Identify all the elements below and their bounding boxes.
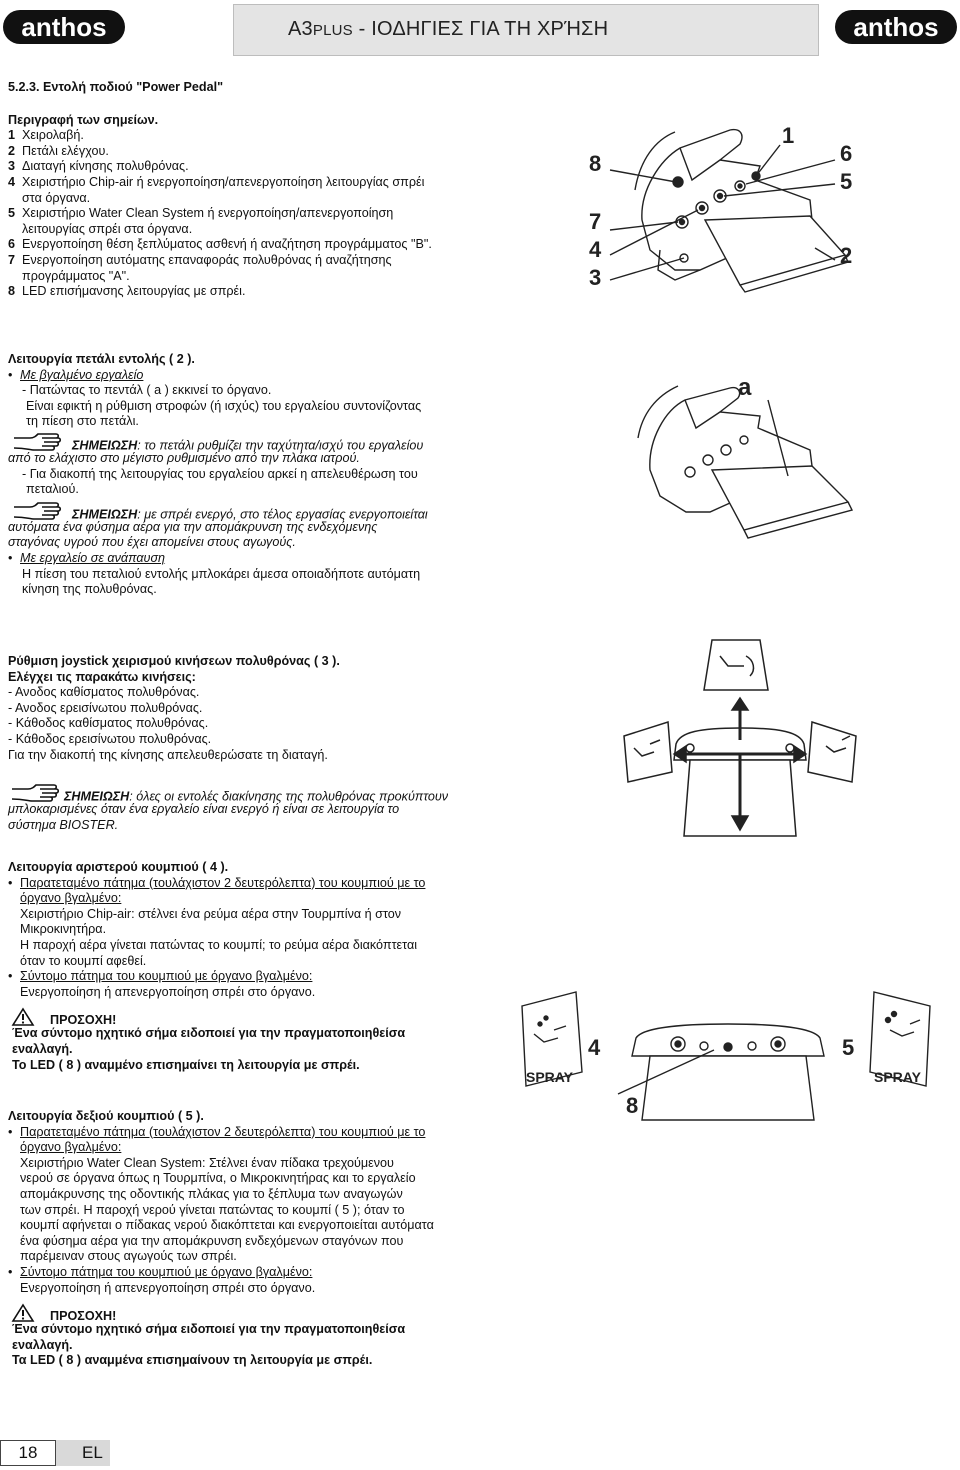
text-line: εναλλαγή. [12,1041,73,1056]
legend-item [8,269,498,285]
text-line: όταν το κουμπί αφεθεί. [20,953,147,968]
legend-item [8,144,498,160]
text-line: εναλλαγή. [12,1337,73,1352]
text-line: Μικροκινητήρα. [20,922,107,937]
legend-item [8,206,498,222]
joystick-subheading: Ελέγχει τις παρακάτω κινήσεις: [8,669,196,684]
legend-item [8,284,498,300]
label-5: 5 [840,169,853,194]
text-line: αυτόματα ένα φύσημα αέρα για την απομάκρυνση της ενδεχόμενης [8,519,378,534]
legend-text: λειτουργίας σπρέι στα όργανα. [22,221,193,236]
text-line: των σπρέι. Η παροχή νερού γίνεται πατώντας το κουμπί ( 5 ); όταν το [20,1202,405,1217]
text-line: Χειριστήριο Water Clean System: Στέλνει έναν πίδακα τρεχούμενου [20,1155,394,1170]
legend-number: 3 [8,159,16,174]
text-line: Το LED ( 8 ) αναμμένο επισημαίνει τη λειτουργία με σπρέι. [12,1057,360,1072]
legend-number: 8 [8,284,16,299]
text-line: Για την διακοπή της κίνησης απελευθερώσατε τη διαταγή. [8,747,328,762]
text-line: Είναι εφικτή η ρύθμιση στροφών (ή ισχύς) του εργαλείου συντονίζοντας [26,398,422,413]
warning-1: ΠΡΟΣΟΧΗ! [8,1008,498,1026]
label-4: 4 [588,1035,601,1060]
text-line: κίνηση της πολυθρόνας. [22,582,157,597]
text-line: νερού σε όργανα όπως η Τουρμπίνα, ο Μικροκινητήρας και το εργαλείο [20,1171,416,1186]
text-line: παρέμειναν στους αγωγούς των σπρέι. [20,1249,237,1264]
left-button-heading: Λειτουργία αριστερού κουμπιού ( 4 ). [8,860,229,874]
section-heading: 5.2.3. Εντολή ποδιού "Power Pedal" [8,80,224,94]
spray-label-left: SPRAY [526,1069,573,1085]
label-6: 6 [840,141,853,166]
label-2: 2 [840,243,853,268]
warning-2: ΠΡΟΣΟΧΗ! [8,1304,498,1322]
warning-icon [12,1304,34,1322]
spray-label-right: SPRAY [874,1069,921,1085]
legend-item [8,237,498,253]
legend-list [8,128,498,300]
label-8: 8 [626,1093,639,1118]
bullet-short-press: Σύντομο πάτημα του κουμπιού με όργανο βγαλμένο: [20,969,313,984]
legend-text: Χειριστήριο Chip-air ή ενεργοποίηση/απενεργοποίηση λειτουργίας σπρέι [22,174,425,189]
svg-text:anthos: anthos [853,12,939,42]
page-number: 18 [0,1440,56,1466]
bullet-short-press: Σύντομο πάτημα του κουμπιού με όργανο βγαλμένο: [20,1264,313,1279]
legend-item [8,159,498,175]
legend-text: Χειριστήριο Water Clean System ή ενεργοποίηση/απενεργοποίηση [22,206,394,221]
legend-number: 2 [8,143,16,158]
label-a: a [738,374,752,401]
legend-text: Διαταγή κίνησης πολυθρόνας. [22,159,189,174]
anthos-logo-right [834,4,958,48]
legend-text: Ενεργοποίηση αυτόματης επαναφοράς πολυθρόνας ή αναζήτησης [22,252,392,267]
legend-number: 1 [8,128,16,143]
list-item: - Κάθοδος καθίσματος πολυθρόνας. [8,716,209,731]
text-line: από το ελάχιστο στο μέγιστο ρυθμισμένο από την πλάκα ιατρού. [8,450,360,465]
text-line: όργανο βγαλμένο: [20,1140,122,1155]
legend-text: LED επισήμανσης λειτουργίας με σπρέι. [22,284,246,299]
foot-control-diagram [580,120,880,300]
joystick-heading: Ρύθμιση joystick χειρισμού κινήσεων πολυθρόνας ( 3 ). [8,654,340,668]
legend-number: 4 [8,174,16,189]
text-line: Ενεργοποίηση ή απενεργοποίηση σπρέι στο όργανο. [20,1280,316,1295]
list-item: - Ανοδος καθίσματος πολυθρόνας. [8,685,200,700]
label-5: 5 [842,1035,855,1060]
pedal-diagram [620,374,880,540]
text-line: σύστημα BIOSTER. [8,817,119,832]
legend-text: στα όργανα. [22,190,91,205]
section-right-button [8,1109,498,1369]
note-3: ΣΗΜΕΙΩΣΗ: όλες οι εντολές διακίνησης της πολυθρόνας προκύπτουν [8,783,528,802]
legend-item [8,128,498,144]
bullet-long-press: Παρατεταμένο πάτημα (τουλάχιστον 2 δευτερόλεπτα) του κουμπιού με το [20,875,426,890]
language-code: EL [56,1440,110,1466]
legend-title: Περιγραφή των σημείων. [8,112,159,127]
label-3: 3 [589,265,602,290]
legend-number: 6 [8,237,16,252]
anthos-logo-left [2,4,126,48]
text-line: όργανο βγαλμένο: [20,891,122,906]
text-line: Ενεργοποίηση ή απενεργοποίηση σπρέι στο όργανο. [20,984,316,999]
text-line: πεταλιού. [26,482,79,497]
legend-item [8,175,498,191]
text-line: ένα φύσημα αέρα για την απομάκρυνση ενδεχόμενων σταγόνων που [20,1233,404,1248]
svg-text:anthos: anthos [21,12,107,42]
joystick-diagram [620,636,860,846]
legend-number: 7 [8,252,16,267]
label-8: 8 [589,151,602,176]
section-joystick [8,654,528,833]
text-line: σταγόνας υγρού που έχει απομείνει στους αγωγούς. [8,535,296,550]
text-line: - Για διακοπή της λειτουργίας του εργαλείου αρκεί η απελευθέρωση του [22,466,418,481]
list-item: - Κάθοδος ερεισίνωτου πολυθρόνας. [8,731,212,746]
bullet-tool-rest: Με εργαλείο σε ανάπαυση [20,550,166,565]
text-line: Η παροχή αέρα γίνεται πατώντας το κουμπί; το ρεύμα αέρα διακόπτεται [20,937,418,952]
legend-text: Πετάλι ελέγχου. [22,143,109,158]
label-1: 1 [782,123,795,148]
text-line: Τα LED ( 8 ) αναμμένα επισημαίνουν τη λειτουργία με σπρέι. [12,1353,373,1368]
text-line: Η πίεση του πεταλιού εντολής μπλοκάρει άμεσα οποιαδήποτε αυτόματη [22,566,421,581]
legend-number: 5 [8,206,16,221]
list-item: - Ανοδος ερεισίνωτου πολυθρόνας. [8,700,203,715]
text-line: κουμπί αφήνεται ο πίδακας νερού διακόπτεται και ενεργοποιείται αυτόματα [20,1218,434,1233]
legend-text: Χειρολαβή. [22,128,84,143]
label-7: 7 [589,209,602,234]
text-line: - Πατώντας το πεντάλ ( a ) εκκινεί το όργανο. [22,383,272,398]
text-line: απομάκρυνσης της οδοντικής πλάκας για το ξέπλυμα των αναγωγών [20,1186,403,1201]
warning-icon [12,1008,34,1026]
text-line: Χειριστήριο Chip-air: στέλνει ένα ρεύμα αέρα στην Τουρμπίνα ή στον [20,906,402,921]
legend-text: προγράμματος "A". [22,268,130,283]
note-2: ΣΗΜΕΙΩΣΗ: με σπρέι ενεργό, στο τέλος εργασίας ενεργοποιείται [8,501,498,520]
bullet-tool-out: Με βγαλμένο εργαλείο [20,367,144,382]
right-button-heading: Λειτουργία δεξιού κουμπιού ( 5 ). [8,1109,204,1123]
legend-item [8,191,498,207]
section-pedal-operation [8,352,498,598]
text-line: μπλοκαρισμένες όταν ένα εργαλείο είναι ενεργό ή είναι σε λειτουργία το [8,802,400,817]
legend-text: Ενεργοποίηση θέση ξεπλύματος ασθενή ή αναζήτηση προγράμματος "B". [22,237,432,252]
spray-buttons-diagram [518,990,938,1130]
pedal-heading: Λειτουργία πετάλι εντολής ( 2 ). [8,352,195,366]
note-1: ΣΗΜΕΙΩΣΗ: το πετάλι ρυθμίζει την ταχύτητα/ισχύ του εργαλείου [8,432,498,451]
page-title: A3PLUS - ΙΟΔΗΓΙΕΣ ΓΙΑ ΤΗ ΧΡΉΣΗ [288,18,609,40]
legend-item [8,253,498,269]
text-line: Ένα σύντομο ηχητικό σήμα ειδοποιεί για την πραγματοποιηθείσα [12,1322,406,1337]
text-line: Ένα σύντομο ηχητικό σήμα ειδοποιεί για την πραγματοποιηθείσα [12,1026,406,1041]
section-power-pedal [8,80,498,300]
bullet-long-press: Παρατεταμένο πάτημα (τουλάχιστον 2 δευτερόλεπτα) του κουμπιού με το [20,1124,426,1139]
label-4: 4 [589,237,602,262]
section-left-button [8,860,498,1073]
legend-item [8,222,498,238]
text-line: τη πίεση στο πετάλι. [26,414,139,429]
